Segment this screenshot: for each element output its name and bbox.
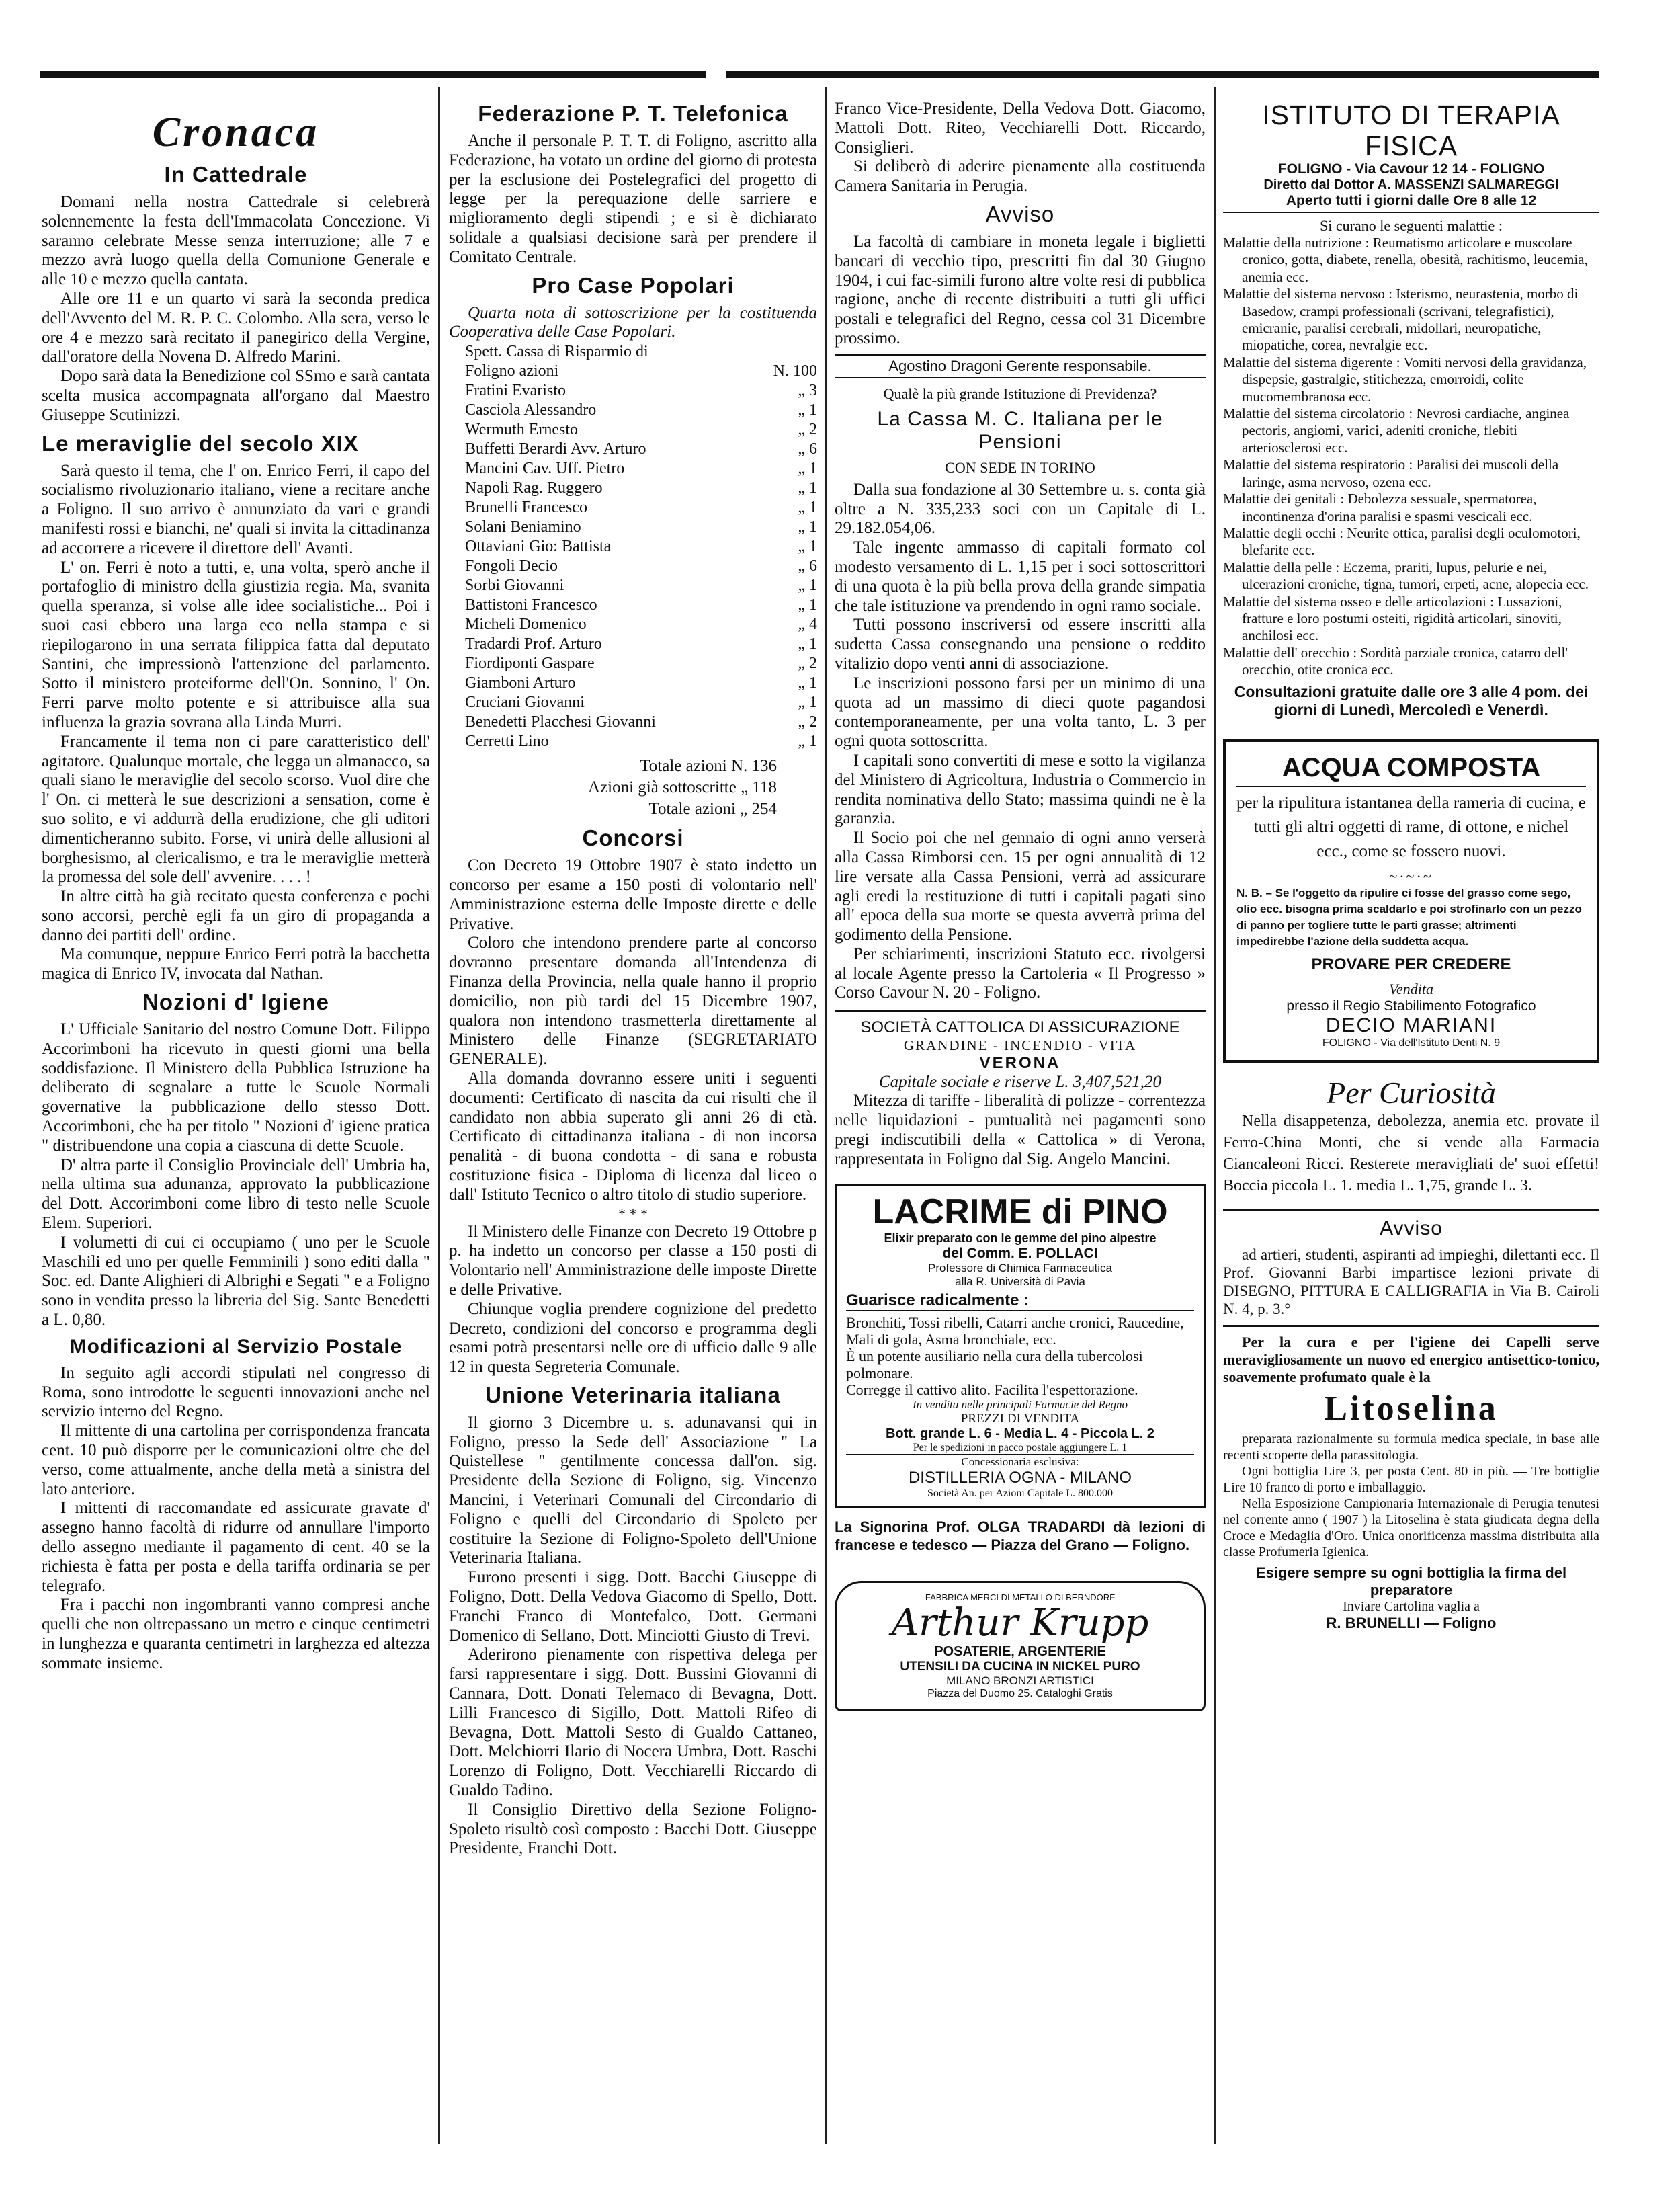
share-row	[449, 479, 817, 498]
societa-title: SOCIETÀ CATTOLICA DI ASSICURAZIONE	[860, 1018, 1180, 1037]
krupp-line-2: UTENSILI DA CUCINA IN NICKEL PURO	[900, 1660, 1140, 1674]
litoselina-esigere: Esigere sempre su ogni bottiglia la firma del preparatore	[1255, 1563, 1567, 1598]
veterinaria-paragraph: Aderirono pienamente con rispettiva delega per farsi rappresentare i sigg. Dott. Bussini Giovanni di Cannara, Dott. Donati Telemaco di Bevagna, Dott. Lilli Francesco di Sigillo, Dott. Mattoli Rifeo di Bevagna, Dott. Mattoli Sesto di Gualdo Cattaneo, Dott. Melchiorri Ilario di Nocera Umbra, Dott. Raschi Lorenzo di Foligno, Dott. Vecchiarelli Riccardo di Gualdo Tadino.	[449, 1645, 817, 1800]
veterinaria-continued: Franco Vice-Presidente, Della Vedova Dott. Giacomo, Mattoli Dott. Riteo, Vecchiarelli Dott. Riccardo, Consiglieri.	[835, 99, 1206, 157]
top-rule-right	[726, 71, 1599, 78]
lacrime-prof: Professore di Chimica Farmaceutica	[928, 1262, 1112, 1275]
malattia-item: Malattie degli occhi : Neurite ottica, paralisi degli oculomotori, blefarite ecc.	[1223, 524, 1581, 559]
litoselina-name: Litoselina	[1324, 1389, 1499, 1428]
shares-total: Totale azioni N. 136	[640, 757, 777, 776]
share-name: Buffetti Berardi Avv. Arturo	[465, 440, 646, 458]
column-3	[835, 99, 1206, 2170]
share-qty: „ 2	[798, 655, 817, 673]
share-name: Mancini Cav. Uff. Pietro	[465, 460, 625, 478]
lacrime-title: LACRIME di PINO	[872, 1192, 1168, 1232]
meraviglie-paragraph: Ma comunque, neppure Enrico Ferri potrà la bacchetta magica di Enrico IV, invocata dal Nathan.	[42, 945, 430, 983]
acqua-decio-mariani: DECIO MARIANI	[1325, 1014, 1497, 1036]
share-name: Battistoni Francesco	[465, 596, 597, 614]
share-qty: „ 1	[798, 479, 817, 497]
malattia-item: Malattie del sistema digerente : Vomiti nervosi della gravidanza, dispepsie, gastralgie, stitichezza, emorroidi, colite mucomembranosa ecc.	[1223, 354, 1587, 405]
federazione-title: Federazione P. T. Telefonica	[478, 101, 788, 126]
cassa-paragraph: Il Socio poi che nel gennaio di ogni anno verserà alla Cassa Rimborsi cen. 15 per ogni annualità di 12 lire versate alla Cassa Pensioni, verrà ad assicurare agli eredi la restituzione di tutti i capitali pagati sino all' epoca della sua morte se questa avverrà prima del godimento della Pensione.	[835, 829, 1206, 944]
share-row	[449, 381, 817, 401]
malattia-item: Malattie della nutrizione : Reumatismo articolare e muscolare cronico, gotta, diabete, renella, obesità, rachitismo, leucemia, anemia ecc.	[1223, 235, 1588, 285]
malattia-item: Malattie del sistema nervoso : Isterismo, neurastenia, morbo di Basedow, crampi professionali (scrivani, telegrafistici), emicranie, paralisi cerebrali, midollari, neuropatiche, miopatiche, corea, nevralgie ecc.	[1223, 286, 1579, 354]
krupp-name: Arthur Krupp	[891, 1601, 1149, 1645]
acqua-nota: N. B. – Se l'oggetto da ripulire ci fosse del grasso come sego, olio ecc. bisogna prima scaldarlo e poi strofinarlo con un pezzo di panno per togliere tutte le parti grasse; altrimenti impedirebbe l'azione della suddetta acqua.	[1236, 886, 1582, 948]
avviso-2-paragraph: ad artieri, studenti, aspiranti ad impieghi, dilettanti ecc. Il Prof. Giovanni Barbi impartisce lezioni private di DISEGNO, PITTURA E CALLIGRAFIA in Via B. Cairoli N. 4, p. 3.°	[1223, 1246, 1599, 1317]
postale-title: Modificazioni al Servizio Postale	[69, 1335, 403, 1358]
shares-rows	[449, 362, 817, 751]
lacrime-list: Bronchiti, Tossi ribelli, Catarri anche cronici, Raucedine, Mali di gola, Asma bronchiale, ecc.	[846, 1314, 1184, 1348]
malattia-item: Malattie del sistema respiratorio : Paralisi dei muscoli della laringe, asma nervoso, ozena ecc.	[1223, 456, 1559, 490]
igiene-paragraph: I volumetti di cui ci occupiamo ( uno per le Scuole Maschili ed uno per quelle Femminili ) sono editi dalla " Soc. ed. Dante Alighieri di Albrighi e Segati " e a Foligno sono in vendita presso la libreria del Sig. Sante Benedetti a L. 0,80.	[42, 1233, 430, 1330]
igiene-title: Nozioni d' Igiene	[142, 989, 329, 1015]
cassa-paragraph: Le inscrizioni possono farsi per un minimo di una quota ad un massimo di dieci quote pagandosi contemporaneamente, per una volta tanto, L. 3 per ogni quota sottoscritta.	[835, 674, 1206, 751]
section-stars: * * *	[618, 1205, 648, 1222]
acqua-paragraph: per la ripulitura istantanea della rameria di cucina, e tutti gli altri oggetti di rame, di ottone, e nichel ecc., come se fossero nuovi.	[1236, 793, 1586, 860]
share-qty: „ 4	[798, 616, 817, 634]
share-qty: „ 1	[798, 577, 817, 595]
share-row	[449, 693, 817, 713]
share-row	[449, 713, 817, 732]
acqua-vendita: Vendita	[1389, 980, 1433, 998]
share-name: Casciola Alessandro	[465, 401, 597, 419]
acqua-title: ACQUA COMPOSTA	[1236, 753, 1586, 787]
share-row	[449, 557, 817, 576]
istituto-consultazioni: Consultazioni gratuite dalle ore 3 alle 4 pom. dei giorni di Lunedì, Mercoledì e Venerdì.	[1234, 682, 1589, 719]
malattia-item: Malattie della pelle : Eczema, prariti, lupus, pelurie e nei, ulcerazioni croniche, tigna, tumori, erpeti, acne, alopecia ecc.	[1223, 559, 1589, 593]
litoselina-paragraph: Ogni bottiglia Lire 3, per posta Cent. 80 in più. — Tre bottiglie Lire 10 franco di porto e imballaggio.	[1223, 1463, 1599, 1495]
share-row	[449, 362, 817, 381]
lacrime-alito: Corregge il cattivo alito. Facilita l'espettorazione.	[846, 1381, 1138, 1399]
share-row	[449, 498, 817, 518]
concorsi-paragraph: Alla domanda dovranno essere uniti i seguenti documenti: Certificato di nascita da cui risulti che il candidato non abbia superato gli anni 26 di età. Certificato di cittadinanza italiana - di non incorsa penalità - di buona condotta - di sana e robusta costituzione fisica - Diploma di licenza dal liceo o dall' Istituto Tecnico o altro titolo di studio superiore.	[449, 1069, 817, 1204]
acqua-address: FOLIGNO - Via dell'Istituto Denti N. 9	[1322, 1036, 1501, 1049]
share-row	[449, 537, 817, 557]
share-row	[449, 440, 817, 459]
meraviglie-paragraph: Francamente il tema non ci pare caratteristico dell' agitatore. Qualunque mortale, che legga un almanacco, sa quali siano le meraviglie del secolo scorso. Vuol dire che l' On. ci metterà le sue descrizioni a sensation, come è suo solito, e vi addurrà della erudizione, che gli uditori dimenticheranno subito. Forse, vi unirà delle allusioni al borghesismo, al clericalismo, e tra le meraviglie metterà la promessa del sole dell' avvenire. . . . !	[42, 732, 430, 887]
share-name: Fiordiponti Gaspare	[465, 655, 595, 673]
share-qty: „ 1	[798, 733, 817, 751]
share-row	[449, 401, 817, 420]
share-qty: „ 3	[798, 382, 817, 400]
share-row	[449, 732, 817, 751]
share-name: Giamboni Arturo	[465, 674, 576, 692]
cattedrale-paragraph: Alle ore 11 e un quarto vi sarà la seconda predica dell'Avvento del M. R. P. C. Colombo. Alla sera, verso le ore 4 e mezzo sarà recitato il panegirico della Vergine, dall'oratore della Novena D. Alfredo Marini.	[42, 289, 430, 366]
societa-capital: Capitale sociale e riserve L. 3,407,521,20	[878, 1073, 1162, 1092]
cronaca-masthead: Cronaca	[152, 110, 320, 155]
cassa-paragraph: Per schiarimenti, inscrizioni Statuto ecc. rivolgersi al locale Agente presso la Cartoleria « Il Progresso » Corso Cavour N. 20 - Foligno.	[835, 944, 1206, 1002]
case-popolari-title: Pro Case Popolari	[532, 272, 734, 298]
column-2	[449, 99, 817, 2170]
share-name: Cruciani Giovanni	[465, 694, 585, 712]
malattie-list	[1223, 235, 1599, 679]
acqua-provare: PROVARE PER CREDERE	[1311, 954, 1511, 973]
share-name: Wermuth Ernesto	[465, 421, 579, 439]
acqua-composta-ad	[1223, 739, 1599, 1063]
share-row	[449, 615, 817, 635]
share-qty: „ 1	[798, 538, 817, 556]
cassa-question: Qualè la più grande Istituzione di Previdenza?	[883, 384, 1157, 402]
igiene-paragraph: D' altra parte il Consiglio Provinciale dell' Umbria ha, nella ultima sua adunanza, approvato la pubblicazione del Dott. Accorimboni come libro di testo nelle Scuole Elem. Superiori.	[42, 1155, 430, 1233]
litoselina-brunelli: R. BRUNELLI — Foligno	[1326, 1614, 1497, 1631]
share-name: Fratini Evaristo	[465, 382, 566, 400]
veterinaria-paragraph: Furono presenti i sigg. Dott. Bacchi Giuseppe di Foligno, Dott. Della Vedova Giacomo di Spello, Dott. Franchi Franco di Montefalco, Dott. Germani Domenico di Sellano, Dott. Minciotti Giusto di Trevi.	[449, 1568, 817, 1645]
share-name: Brunelli Francesco	[465, 499, 587, 517]
veterinaria-title: Unione Veterinaria italiana	[485, 1382, 781, 1408]
share-qty: „ 1	[798, 401, 817, 419]
lacrime-author: del Comm. E. POLLACI	[942, 1246, 1098, 1262]
cassa-paragraph: Tale ingente ammasso di capitali formato col modesto versamento di L. 1,15 per i soci sottoscrittori di una quota è la più bella prova della grande simpatia che tale istituzione va prendendo in ogni ramo sociale.	[835, 538, 1206, 615]
postale-paragraph: Fra i pacchi non ingombranti vanno compresi anche quelli che non oltrepassano un metro e cinque centimetri in lunghezza e quaranta centimetri in larghezza ed altezza sommate insieme.	[42, 1596, 430, 1672]
tradardi-ad: La Signorina Prof. OLGA TRADARDI dà lezioni di francese e tedesco — Piazza del Grano — Foligno.	[835, 1518, 1206, 1554]
malattia-item: Malattie dei genitali : Debolezza sessuale, spermatorea, incontinenza d'orina paralisi e spasmi vescicali ecc.	[1223, 491, 1537, 524]
igiene-paragraph: L' Ufficiale Sanitario del nostro Comune Dott. Filippo Accorimboni ha ricevuto in questi giorni una bella soddisfazione. Il Ministero della Pubblica Istruzione ha deliberato di segnalare a tutte le Scuole Normali governative la pubblicazione dello stesso Dott. Accorimboni, che ha per titolo " Nozioni d' igiene pratica " distribuendone una copia a ciascuna di dette Scuole.	[42, 1020, 430, 1155]
share-qty: „ 2	[798, 421, 817, 439]
share-row	[449, 420, 817, 440]
divider	[835, 1010, 1206, 1012]
istituto-hours: Aperto tutti i giorni dalle Ore 8 alle 12	[1223, 193, 1599, 213]
column-4	[1223, 99, 1599, 2170]
share-name: Sorbi Giovanni	[465, 577, 564, 595]
cattedrale-paragraph: Dopo sarà data la Benedizione col SSmo e sarà cantata scelta musica accompagnata all'organo dal Maestro Giuseppe Scutinizzi.	[42, 367, 430, 424]
shares-list	[449, 342, 817, 751]
share-qty: „ 1	[798, 460, 817, 478]
share-row	[449, 576, 817, 596]
federazione-paragraph: Anche il personale P. T. T. di Foligno, ascritto alla Federazione, ha votato un ordine del giorno di protesta per la esclusione dei Postelegrafici del progetto di legge per la perequazione delle sarriere e miglioramento degli stipendi ; e si è dichiarato solidale a qualsiasi decisione sarà per prendere il Comitato Centrale.	[449, 132, 817, 266]
concorsi-paragraph: Il Ministero delle Finanze con Decreto 19 Ottobre p p. ha indetto un concorso per classe a 150 posti di Volontario nell' Amministrazione delle imposte Dirette e delle Privative.	[449, 1222, 817, 1299]
lacrime-guarisce: Guarisce radicalmente :	[846, 1291, 1194, 1311]
share-qty: „ 6	[798, 557, 817, 575]
krupp-line-1: POSATERIE, ARGENTERIE	[934, 1644, 1106, 1660]
concorsi-paragraph: Coloro che intendono prendere parte al concorso dovranno presentare domanda all'Intendenza di Finanza della Provincia, nella quale hanno il proprio domicilio, non più tardi del 15 Dicembre 1907, qualora non intendono trasmetterla direttamente al Ministero delle Finanze (SEGRETARIATO GENERALE).	[449, 934, 817, 1069]
share-name: Cerretti Lino	[465, 733, 549, 751]
share-name: Napoli Rag. Ruggero	[465, 479, 603, 497]
malattia-item: Malattie del sistema circolatorio : Nevrosi cardiache, anginea pectoris, angiomi, varici, adeniti croniche, flebiti arteriosclerosi ecc.	[1223, 405, 1570, 456]
share-name: Ottaviani Gio: Battista	[465, 538, 612, 556]
divider	[1223, 1209, 1599, 1211]
share-row	[449, 596, 817, 615]
postale-paragraph: Il mittente di una cartolina per corrispondenza francata cent. 10 può disporre per le comunicazioni oltre che del verso, come attualmente, anche della metà a sinistra del lato anteriore.	[42, 1422, 430, 1498]
litoselina-inviare: Inviare Cartolina vaglia a	[1343, 1598, 1480, 1614]
litoselina-paragraph: preparata razionalmente su formula medica speciale, in base alle recenti scoperte della parassitologia.	[1223, 1431, 1599, 1463]
krupp-line-3: MILANO BRONZI ARTISTICI	[946, 1674, 1094, 1688]
lacrime-prezzi: PREZZI DI VENDITA	[960, 1412, 1080, 1426]
concorsi-title: Concorsi	[582, 825, 684, 851]
column-rule-1	[438, 87, 440, 2144]
curiosita-paragraph: Nella disappetenza, debolezza, anemia etc. provate il Ferro-China Monti, che si vende alla Farmacia Ciancaleoni Ricci. Resterete meravigliati de' suoi effetti! Boccia piccola L. 1. media L. 1,75, grande L. 3.	[1223, 1112, 1599, 1194]
avviso-paragraph: La facoltà di cambiare in moneta legale i biglietti bancari di vecchio tipo, prescritti fin dal 30 Giugno 1904, i cui fac-simili furono altre volte resi di pubblica ragione, anche di recente distribuiti a tutti gli uffici postali e telegrafici del Regno, cessa col 31 Dicembre prossimo.	[835, 232, 1206, 348]
lacrime-distilleria: DISTILLERIA OGNA - MILANO	[908, 1469, 1132, 1488]
curiosita-title: Per Curiosità	[1327, 1075, 1496, 1110]
lacrime-concessionaria: Concessionaria esclusiva:	[961, 1455, 1079, 1469]
veterinaria-continued: Si deliberò di aderire pienamente alla costituenda Camera Sanitaria in Perugia.	[835, 157, 1206, 196]
share-qty: „ 1	[798, 674, 817, 692]
lacrime-bottles: Bott. grande L. 6 - Media L. 4 - Piccola L. 2	[885, 1426, 1155, 1442]
veterinaria-paragraph: Il Consiglio Direttivo della Sezione Foligno-Spoleto risultò così composto : Bacchi Dott. Giuseppe Presidente, Franchi Dott.	[449, 1800, 817, 1858]
lacrime-sped: Per le spedizioni in pacco postale aggiungere L. 1	[846, 1442, 1194, 1455]
lacrime-subtitle: Elixir preparato con le gemme del pino alpestre	[884, 1231, 1157, 1246]
shares-grand-total: Totale azioni „ 254	[648, 800, 777, 819]
concorsi-paragraph: Chiunque voglia prendere cognizione del predetto Decreto, condizioni del concorso e programma degli esami potrà presentarsi nelle ore di ufficio dalle 9 alle 12 in questa Segreteria Comunale.	[449, 1299, 817, 1377]
meraviglie-paragraph: Sarà questo il tema, che l' on. Enrico Ferri, il capo del socialismo rivoluzionario italiano, viene a recitare anche a Foligno. Il suo arrivo è annunziato da vari e grandi manifesti rossi e bianchi, ne' quali si invita la cittadinanza ad accorrere a ricevere il direttore dell' Avanti.	[42, 461, 430, 557]
top-rule-left	[40, 71, 706, 78]
share-row	[449, 459, 817, 479]
cattedrale-title: In Cattedrale	[164, 162, 308, 187]
avviso-2-title: Avviso	[1380, 1217, 1443, 1239]
cassa-paragraph: I capitali sono convertiti di mese e sotto la vigilanza del Ministero di Agricoltura, Industria o Commercio in rendita nominativa dello Stato; massima quindi ne è la garanzia.	[835, 751, 1206, 828]
cassa-sede: CON SEDE IN TORINO	[945, 458, 1095, 476]
share-qty: „ 1	[798, 499, 817, 517]
share-name: Tradardi Prof. Arturo	[465, 635, 602, 653]
share-qty: „ 1	[798, 518, 817, 536]
societa-subtitle: GRANDINE - INCENDIO - VITA	[903, 1037, 1137, 1054]
istituto-title: ISTITUTO DI TERAPIA FISICA	[1262, 99, 1560, 161]
postale-paragraph: I mittenti di raccomandate ed assicurate gravate d' assegno hanno facoltà di ridurre od annullare l'importo dello assegno mediante il pagamento di cent. 40 se la richiesta è fatta per posta e della tariffa ordinaria se per telegrafo.	[42, 1499, 430, 1595]
meraviglie-paragraph: In altre città ha già recitato questa conferenza e pochi sono accorsi, perchè egli fa un giro di propaganda a danno dei partiti dell' ordine.	[42, 887, 430, 944]
share-qty: „ 1	[798, 694, 817, 712]
share-qty: „ 1	[798, 635, 817, 653]
share-qty: „ 2	[798, 713, 817, 731]
case-popolari-intro: Quarta nota di sottoscrizione per la costituenda Cooperativa delle Case Popolari.	[449, 303, 817, 341]
postale-paragraph: In seguito agli accordi stipulati nel congresso di Roma, sono introdotte le seguenti innovazioni anche nel servizio interno del Regno.	[42, 1363, 430, 1421]
share-row	[449, 635, 817, 654]
ornament: ~·~·~	[1389, 867, 1433, 885]
share-row	[449, 518, 817, 537]
share-name: Foligno azioni	[465, 362, 559, 380]
share-name: Solani Beniamino	[465, 518, 581, 536]
krupp-line-4: Piazza del Duomo 25. Cataloghi Gratis	[927, 1688, 1113, 1700]
lacrime-univ: alla R. Università di Pavia	[955, 1275, 1085, 1289]
column-rule-2	[825, 87, 827, 2144]
cassa-paragraph: Dalla sua fondazione al 30 Settembre u. s. conta già oltre a N. 335,233 soci con un Capitale di L. 29.182.054,06.	[835, 480, 1206, 538]
shares-subscribed: Azioni già sottoscritte „ 118	[588, 778, 777, 797]
share-name: Fongoli Decio	[465, 557, 558, 575]
share-qty: „ 1	[798, 596, 817, 614]
share-qty: N. 100	[773, 362, 817, 380]
concorsi-paragraph: Con Decreto 19 Ottobre 1907 è stato indetto un concorso per esame a 150 posti di volontario nell' Amministrazione esterna delle Imposte dirette e delle Privative.	[449, 856, 817, 933]
cattedrale-paragraph: Domani nella nostra Cattedrale si celebrerà solennemente la festa dell'Immacolata Concezione. Vi saranno celebrate Messe senza interruzione; alle 7 e mezzo avrà luogo quella della Comunione Generale e alle 10 e mezzo quella cantata.	[42, 193, 430, 289]
share-row	[449, 674, 817, 693]
meraviglie-title: Le meraviglie del secolo XIX	[42, 430, 359, 456]
divider	[1223, 1325, 1599, 1327]
lacrime-societa: Società An. per Azioni Capitale L. 800.000	[927, 1488, 1113, 1500]
cassa-paragraph: Tutti possono inscriversi od essere inscritti alla sudetta Cassa consegnando una pensione o reddito vitalizio dopo venti anni di associazione.	[835, 616, 1206, 673]
lacrime-ad	[835, 1184, 1206, 1508]
shares-header: Spett. Cassa di Risparmio di	[465, 343, 648, 361]
societa-paragraph: Mitezza di tariffe - liberalità di polizze - correntezza nelle liquidazioni - puntualità nei pagamenti sono pregi indiscutibili della « Cattolica » di Verona, rappresentata in Foligno dal Sig. Angelo Mancini.	[835, 1092, 1206, 1168]
krupp-ad	[835, 1581, 1206, 1711]
column-1	[42, 99, 430, 2170]
cassa-title: La Cassa M. C. Italiana per le Pensioni	[877, 407, 1163, 453]
avviso-title: Avviso	[985, 201, 1055, 227]
veterinaria-paragraph: Il giorno 3 Dicembre u. s. adunavansi qui in Foligno, presso la Sede dell' Associazione " La Quistellese " gentilmente concessa dall'on. sig. Presidente della Sezione di Foligno, sig. Vincenzo Mancini, i Veterinari Comunali del Circondario di Foligno e quelli del Circondario di Spoleto per costituire la Sezione di Foligno-Spoleto dell'Unione Veterinaria Italiana.	[449, 1413, 817, 1568]
istituto-address: FOLIGNO - Via Cavour 12 14 - FOLIGNO	[1277, 161, 1545, 177]
istituto-director: Diretto dal Dottor A. MASSENZI SALMAREGGI	[1263, 177, 1559, 192]
societa-city: VERONA	[979, 1054, 1061, 1073]
share-name: Benedetti Placchesi Giovanni	[465, 713, 656, 731]
acqua-presso: presso il Regio Stabilimento Fotografico	[1286, 998, 1536, 1014]
malattia-item: Malattie dell' orecchio : Sordità parziale cronica, catarro dell' orecchio, otite cronica ecc.	[1223, 644, 1568, 678]
share-row	[449, 654, 817, 674]
litoselina-intro: Per la cura e per l'igiene dei Capelli serve meravigliosamente un nuovo ed energico antisettico-tonico, soavemente profumato quale è la	[1223, 1333, 1599, 1385]
share-qty: „ 6	[798, 440, 817, 458]
meraviglie-paragraph: L' on. Ferri è noto a tutti, e, una volta, sperò anche il portafoglio di ministro della giustizia regia. Ma, svanita quella speranza, si volse alle idee socialistiche... Poi i suoi casi ebbero una larga eco nella stampa e si riepilogarono in una serrata filippica fatta dal deputato Santini, che impressionò l'attenzione del parlamento. Sotto il ministero proteiforme dell'On. Sonnino, l' On. Ferri parve molto potente e si attribuisce alla sua influenza la grazia sovrana alla Linda Murri.	[42, 558, 430, 731]
lacrime-tubercolosi: È un potente ausiliario nella cura della tubercolosi polmonare.	[846, 1348, 1143, 1382]
share-name: Micheli Domenico	[465, 616, 587, 634]
litoselina-paragraph: Nella Esposizione Campionaria Internazionale di Perugia tenutesi nel corrente anno ( 1907 ) la Litoselina è stata giudicata degna della Croce e Medaglia d'Oro. Unica onorificenza massima distribuita alla classe Profumeria Igienica.	[1223, 1496, 1599, 1559]
gerente-line: Agostino Dragoni Gerente responsabile.	[835, 354, 1206, 378]
lacrime-vendita: In vendita nelle principali Farmacie del Regno	[912, 1398, 1128, 1412]
column-rule-3	[1214, 87, 1216, 2144]
istituto-intro: Si curano le seguenti malattie :	[1320, 217, 1503, 234]
krupp-header: FABBRICA MERCI DI METALLO DI BERNDORF	[925, 1592, 1116, 1603]
malattia-item: Malattie del sistema osseo e delle articolazioni : Lussazioni, fratture e loro postumi osteiti, rigidità articolari, sinoviti, anchilosi ecc.	[1223, 593, 1562, 644]
